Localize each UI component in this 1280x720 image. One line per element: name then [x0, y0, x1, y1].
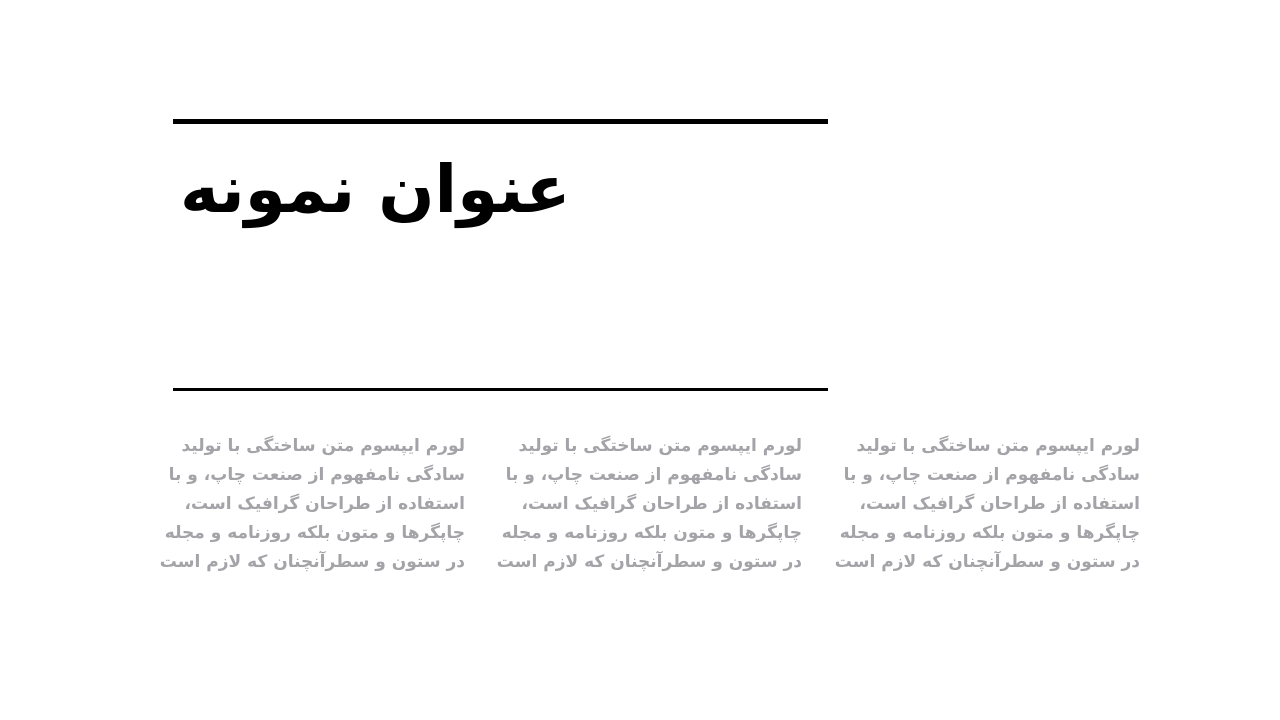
column-line: چاپگرها و متون بلکه روزنامه و مجله — [501, 523, 802, 543]
column-line: استفاده از طراحان گرافیک است، — [184, 494, 465, 514]
column-line: استفاده از طراحان گرافیک است، — [859, 494, 1140, 514]
text-column-left — [159, 432, 465, 577]
column-line: چاپگرها و متون بلکه روزنامه و مجله — [839, 523, 1140, 543]
slide-title-text: عنوان نمونه — [180, 151, 571, 228]
column-line: لورم ایپسوم متن ساختگی با تولید — [856, 436, 1140, 456]
top-divider — [173, 119, 828, 124]
column-line: سادگی نامفهوم از صنعت چاپ، و با — [168, 465, 465, 485]
slide-title — [180, 140, 820, 240]
column-line: استفاده از طراحان گرافیک است، — [521, 494, 802, 514]
text-column-middle — [496, 432, 802, 577]
column-line: در ستون و سطرآنچنان که لازم است — [159, 552, 465, 572]
column-line: لورم ایپسوم متن ساختگی با تولید — [518, 436, 802, 456]
column-line: در ستون و سطرآنچنان که لازم است — [496, 552, 802, 572]
column-line: چاپگرها و متون بلکه روزنامه و مجله — [164, 523, 465, 543]
bottom-divider — [173, 388, 828, 391]
column-line: لورم ایپسوم متن ساختگی با تولید — [181, 436, 465, 456]
column-line: در ستون و سطرآنچنان که لازم است — [834, 552, 1140, 572]
column-line: سادگی نامفهوم از صنعت چاپ، و با — [843, 465, 1140, 485]
text-column-right — [834, 432, 1140, 577]
column-line: سادگی نامفهوم از صنعت چاپ، و با — [505, 465, 802, 485]
